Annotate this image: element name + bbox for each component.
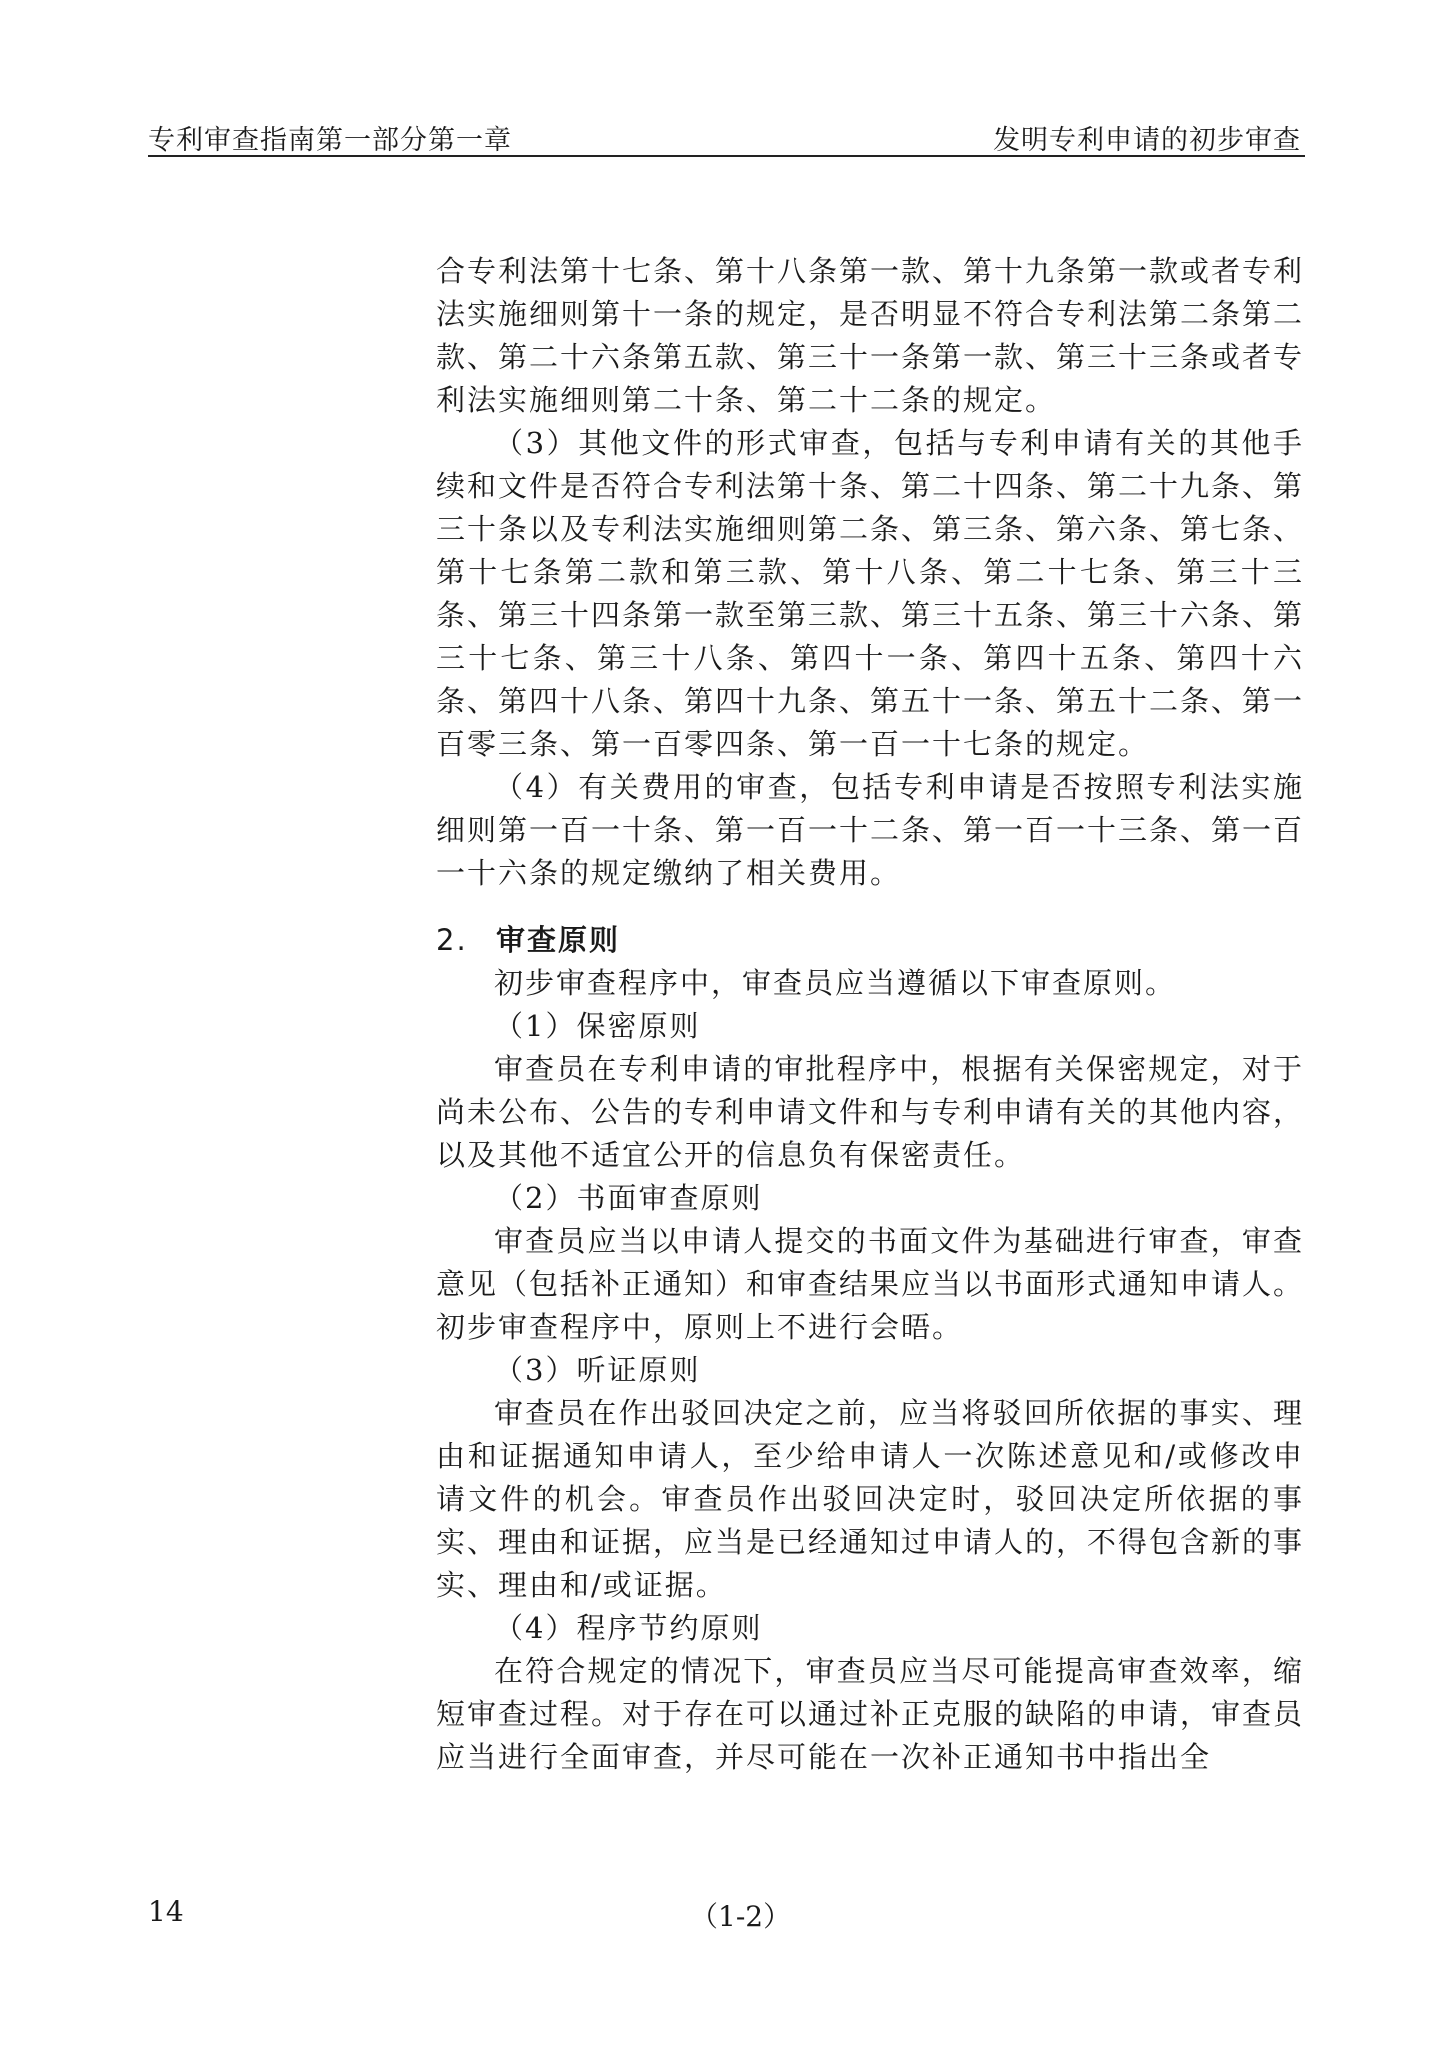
page-body [436, 250, 1304, 1779]
principle-text-confidentiality: 审查员在专利申请的审批程序中，根据有关保密规定，对于尚未公布、公告的专利申请文件和与专利申请有关的其他内容，以及其他不适宜公开的信息负有保密责任。 [436, 1052, 1305, 1172]
section-heading [436, 919, 1304, 962]
paragraph-continuation: 合专利法第十七条、第十八条第一款、第十九条第一款或者专利法实施细则第十一条的规定，是否明显不符合专利法第二条第二款、第二十六条第五款、第三十一条第一款、第三十三条或者专利法实施细则第二十条、第二十二条的规定。 [436, 254, 1305, 417]
section-number: 2. [436, 923, 468, 957]
principle-heading-confidentiality: （1）保密原则 [494, 1009, 701, 1043]
header-divider [148, 155, 1305, 157]
principle-heading-hearing: （3）听证原则 [494, 1353, 701, 1387]
section-intro: 初步审查程序中，审查员应当遵循以下审查原则。 [494, 966, 1177, 1000]
principle-text-hearing: 审查员在作出驳回决定之前，应当将驳回所依据的事实、理由和证据通知申请人，至少给申请人一次陈述意见和/或修改申请文件的机会。审查员作出驳回决定时，驳回决定所依据的事实、理由和证据，应当是已经通知过申请人的，不得包含新的事实、理由和/或证据。 [436, 1396, 1305, 1602]
paragraph-item-4: （4）有关费用的审查，包括专利申请是否按照专利法实施细则第一百一十条、第一百一十二条、第一百一十三条、第一百一十六条的规定缴纳了相关费用。 [436, 770, 1305, 890]
section-title: 审查原则 [496, 923, 621, 957]
running-header-chapter: 专利审查指南第一部分第一章 [148, 125, 512, 156]
principle-heading-written: （2）书面审查原则 [494, 1181, 763, 1215]
principle-text-written: 审查员应当以申请人提交的书面文件为基础进行审查，审查意见（包括补正通知）和审查结果应当以书面形式通知申请人。初步审查程序中，原则上不进行会晤。 [436, 1224, 1305, 1344]
page-number: 14 [148, 1895, 184, 1928]
principle-text-economy: 在符合规定的情况下，审查员应当尽可能提高审查效率，缩短审查过程。对于存在可以通过补正克服的缺陷的申请，审查员应当进行全面审查，并尽可能在一次补正通知书中指出全 [436, 1654, 1305, 1774]
paragraph-item-3: （3）其他文件的形式审查，包括与专利申请有关的其他手续和文件是否符合专利法第十条、第二十四条、第二十九条、第三十条以及专利法实施细则第二条、第三条、第六条、第七条、第十七条第二款和第三款、第十八条、第二十七条、第三十三条、第三十四条第一款至第三款、第三十五条、第三十六条、第三十七条、第三十八条、第四十一条、第四十五条、第四十六条、第四十八条、第四十九条、第五十一条、第五十二条、第一百零三条、第一百零四条、第一百一十七条的规定。 [436, 426, 1305, 761]
running-header-title: 发明专利申请的初步审查 [993, 125, 1301, 156]
principle-heading-economy: （4）程序节约原则 [494, 1611, 763, 1645]
section-code: （1-2） [690, 1900, 792, 1933]
